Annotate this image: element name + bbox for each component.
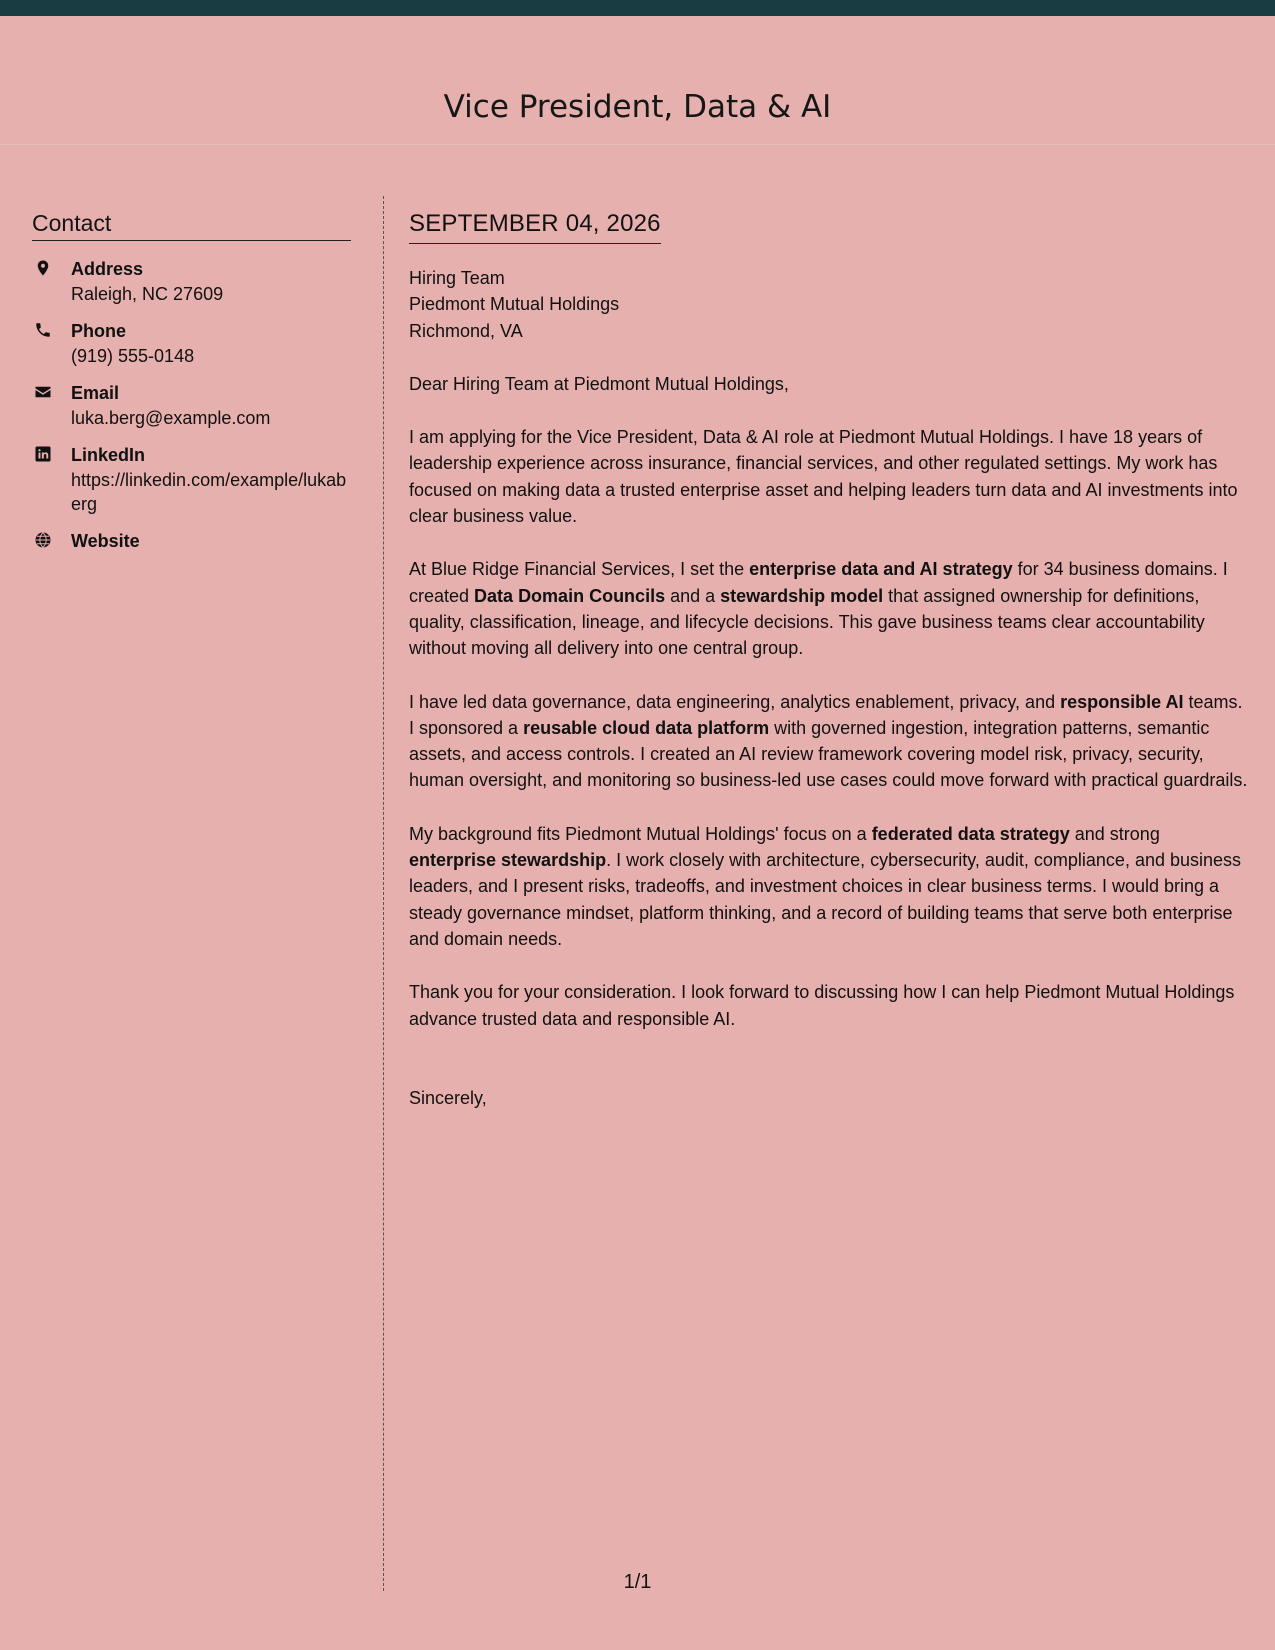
- contact-label: Website: [71, 531, 140, 551]
- salutation: Dear Hiring Team at Piedmont Mutual Holdings,: [409, 373, 789, 394]
- column-divider: [383, 196, 384, 1591]
- contact-value: Raleigh, NC 27609: [71, 284, 224, 304]
- text-run: My background fits Piedmont Mutual Holdings' focus on a: [409, 823, 872, 844]
- letter-date: SEPTEMBER 04, 2026: [409, 212, 661, 244]
- paragraph-experience: [409, 556, 1251, 661]
- contact-label: Address: [71, 259, 144, 279]
- recipient-line: Richmond, VA: [409, 320, 523, 341]
- bold-text: federated data strategy: [871, 823, 1070, 844]
- text-run: and a: [665, 585, 721, 606]
- contact-item-address: [32, 257, 351, 306]
- text-run: for 34 business domains. I created: [409, 559, 1228, 606]
- contact-value: (919) 555-0148: [71, 346, 195, 366]
- paragraph-intro: I am applying for the Vice President, Data & AI role at Piedmont Mutual Holdings. I have 18 years of leadership experience across insurance, financial services, and other regulated settings. My work has focused on making data a trusted enterprise asset and helping leaders turn data and AI investments into clear business value.: [409, 427, 1238, 527]
- phone-icon: [34, 321, 52, 339]
- text-run: I have led data governance, data engineering, analytics enablement, privacy, and: [409, 691, 1061, 712]
- contact-label: LinkedIn: [71, 445, 146, 465]
- page-number: 1/1: [623, 1571, 652, 1593]
- paragraph-leadership: [409, 689, 1251, 794]
- page-title: Vice President, Data & AI: [443, 89, 832, 125]
- recipient-line: Hiring Team: [409, 268, 505, 288]
- closing: Sincerely,: [409, 1087, 487, 1108]
- contact-list: [32, 257, 351, 554]
- paragraph-thanks: Thank you for your consideration. I look forward to discussing how I can help Piedmont Mutual Holdings advance trusted data and responsible AI.: [409, 982, 1235, 1029]
- linkedin-icon: [34, 445, 52, 463]
- map-pin-icon: [34, 259, 52, 277]
- text-run: At Blue Ridge Financial Services, I set the: [409, 559, 750, 580]
- contact-value: luka.berg@example.com: [71, 408, 271, 428]
- contact-item-email: [32, 381, 351, 430]
- bold-text: stewardship model: [720, 585, 884, 606]
- top-accent-bar: [0, 0, 1275, 16]
- bold-text: Data Domain Councils: [474, 585, 666, 606]
- linkedin-link[interactable]: https://linkedin.com/example/lukaberg: [71, 470, 347, 514]
- contact-item-website: [32, 529, 351, 554]
- letter-body: [409, 212, 1251, 1111]
- bold-text: enterprise data and AI strategy: [749, 559, 1013, 580]
- text-run: and strong: [1069, 823, 1160, 844]
- contact-item-phone: [32, 319, 351, 368]
- contact-label: Email: [71, 383, 120, 403]
- text-run: that assigned ownership for definitions, quality, classification, lineage, and lifecycle decisions. This gave business teams clear accountability without moving all delivery into one central group.: [409, 585, 1205, 659]
- envelope-icon: [34, 383, 52, 401]
- contact-item-linkedin: [32, 443, 351, 516]
- header: [0, 16, 1275, 145]
- paragraph-fit: [409, 821, 1251, 952]
- recipient-block: [409, 265, 1251, 344]
- bold-text: enterprise stewardship: [409, 850, 607, 871]
- contact-sidebar: [32, 212, 351, 567]
- text-run: with governed ingestion, integration patterns, semantic assets, and access controls. I created an AI review framework covering model risk, privacy, security, human oversight, and monitoring so business-led use cases could move forward with practical guardrails.: [409, 717, 1248, 791]
- bold-text: reusable cloud data platform: [523, 717, 770, 738]
- contact-heading: Contact: [32, 212, 351, 241]
- text-run: teams. I sponsored a: [409, 691, 1243, 738]
- text-run: . I work closely with architecture, cybersecurity, audit, compliance, and business leaders, and I present risks, tradeoffs, and investment choices in clear business terms. I would bring a steady governance mindset, platform thinking, and a record of building teams that serve both enterprise and domain needs.: [409, 850, 1242, 949]
- bold-text: responsible AI: [1060, 691, 1184, 712]
- recipient-line: Piedmont Mutual Holdings: [409, 294, 620, 315]
- globe-icon: [34, 531, 52, 549]
- contact-label: Phone: [71, 321, 127, 341]
